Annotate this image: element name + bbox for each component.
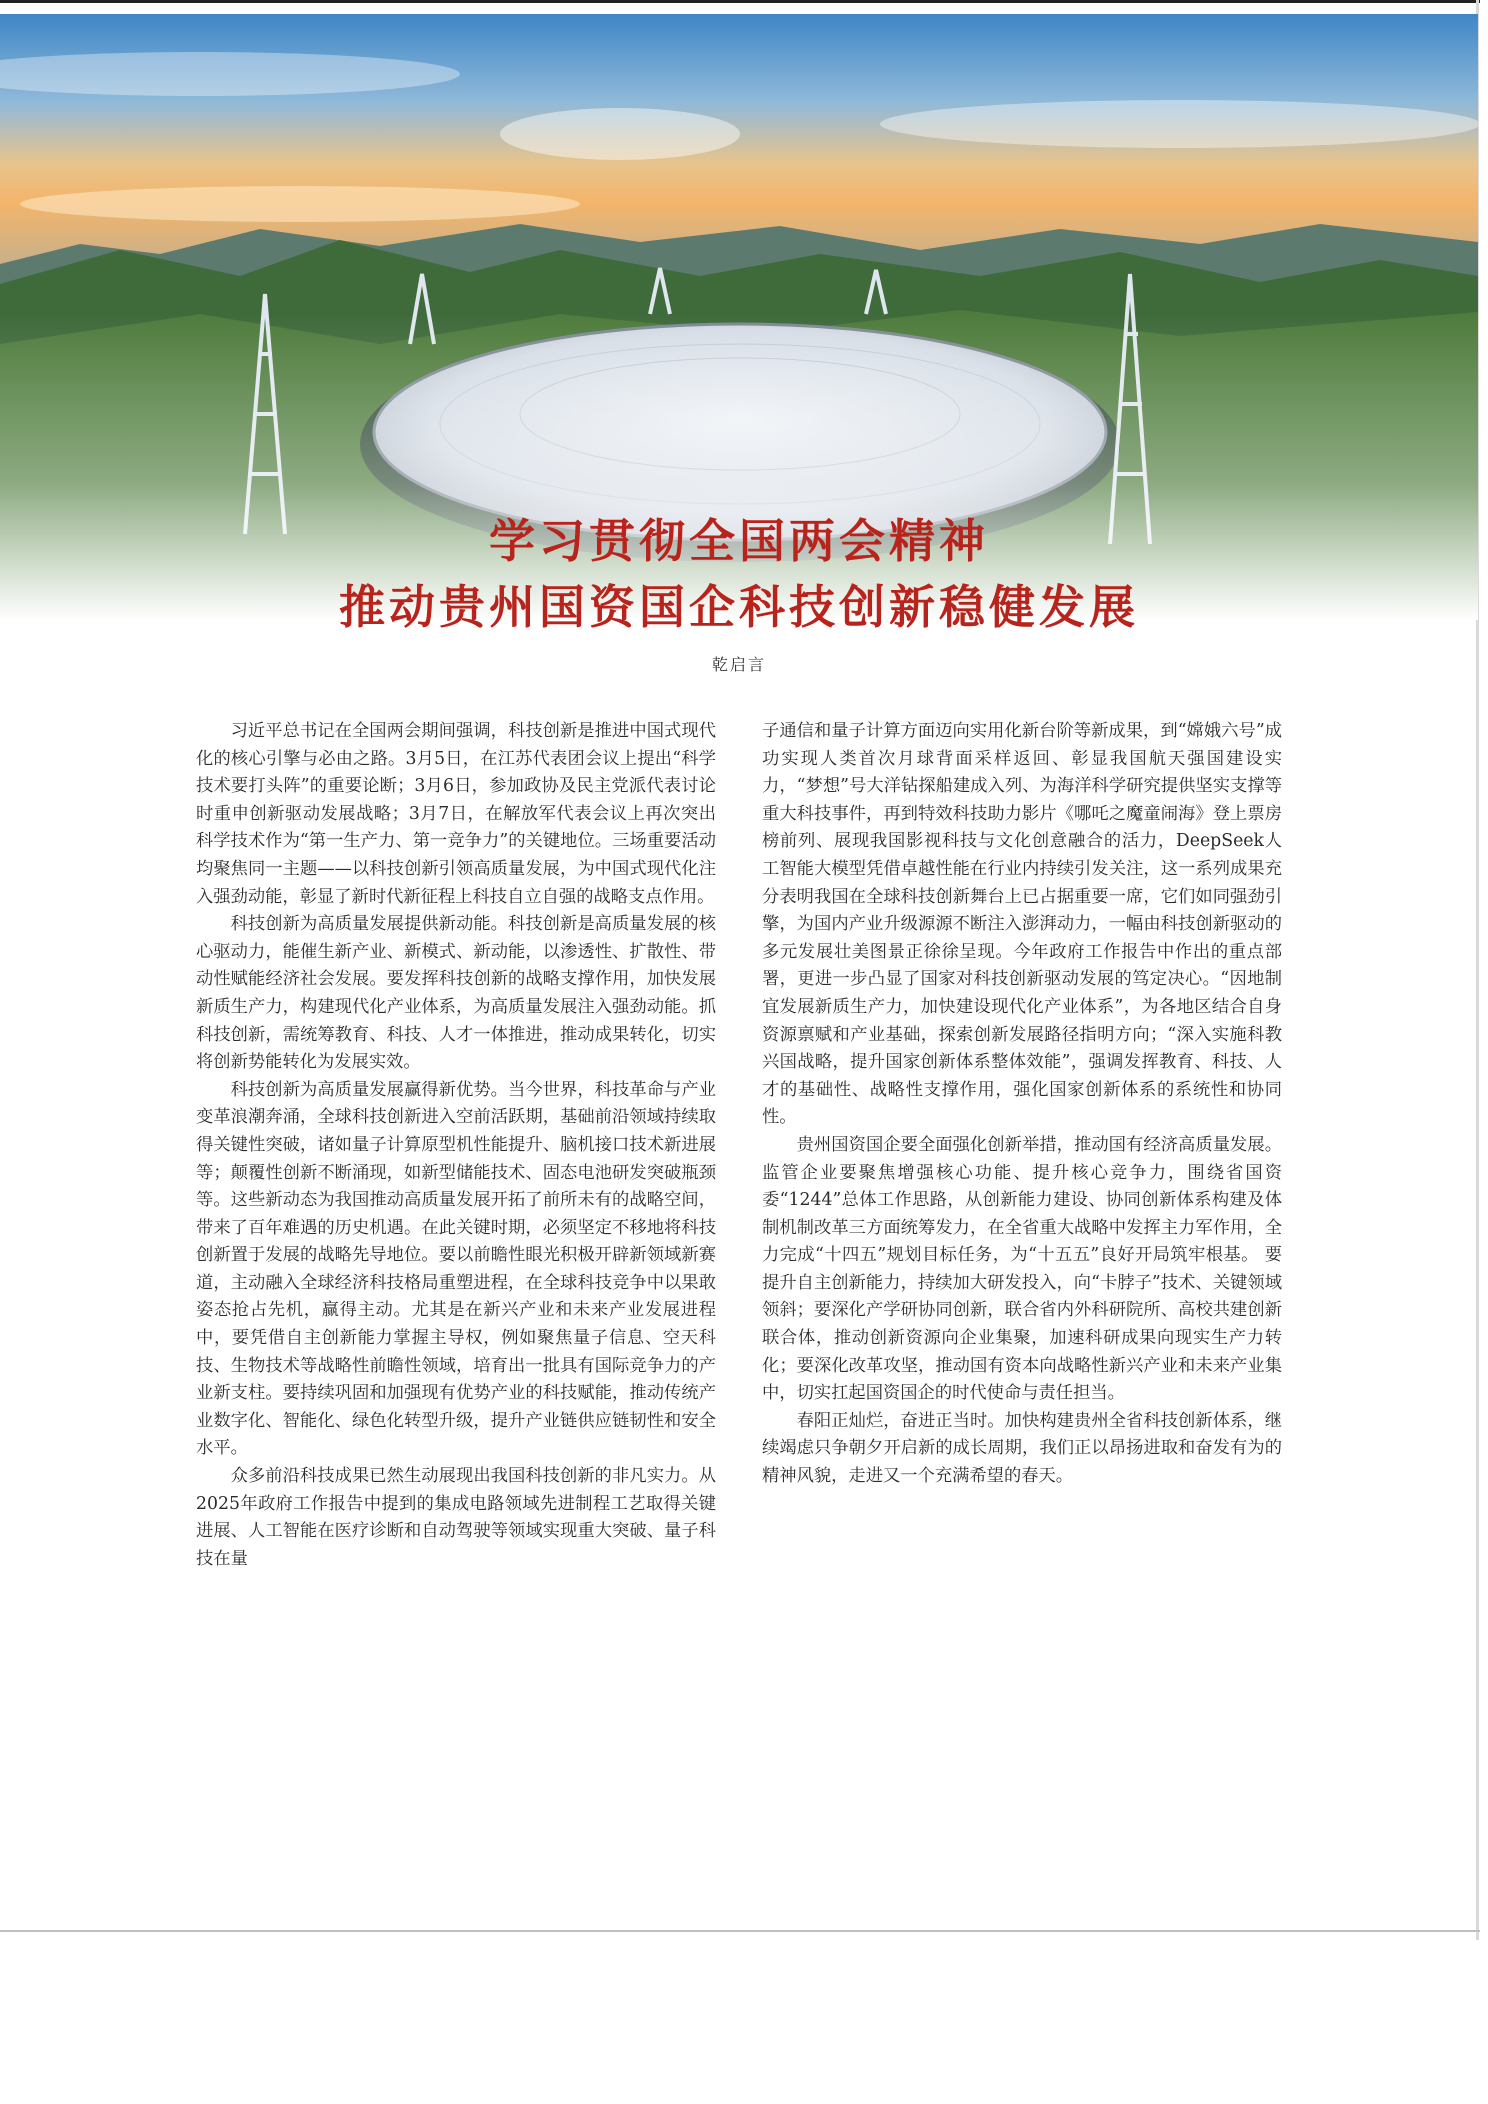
author-byline: 乾启言 xyxy=(711,655,766,674)
paragraph: 众多前沿科技成果已然生动展现出我国科技创新的非凡实力。从2025年政府工作报告中提到的集成电路领域先进制程工艺取得关键进展、人工智能在医疗诊断和自动驾驶等领域实现重大突破、量子科技在量 xyxy=(196,1466,716,1569)
page-bottom-border xyxy=(0,1930,1480,1932)
paragraph: 春阳正灿烂，奋进正当时。加快构建贵州全省科技创新体系，继续竭虑只争朝夕开启新的成长周期，我们正以昂扬进取和奋发有为的精神风貌，走进又一个充满希望的春天。 xyxy=(762,1410,1282,1487)
headline xyxy=(0,508,1478,640)
paragraph: 科技创新为高质量发展赢得新优势。当今世界，科技革命与产业变革浪潮奔涌，全球科技创新进入空前活跃期，基础前沿领域持续取得关键性突破，诸如量子计算原型机性能提升、脑机接口技术新进展等；颠覆性创新不断涌现，如新型储能技术、固态电池研发突破瓶颈等。这些新动态为我国推动高质量发展开拓了前所未有的战略空间，带来了百年难遇的历史机遇。在此关键时期，必须坚定不移地将科技创新置于发展的战略先导地位。要以前瞻性眼光积极开辟新领域新赛道，主动融入全球经济科技格局重塑进程，在全球科技竞争中以果敢姿态抢占先机，赢得主动。尤其是在新兴产业和未来产业发展进程中，要凭借自主创新能力掌握主导权，例如聚焦量子信息、空天科技、生物技术等战略性前瞻性领域，培育出一批具有国际竞争力的产业新支柱。要持续巩固和加强现有优势产业的科技赋能，推动传统产业数字化、智能化、绿色化转型升级，提升产业链供应链韧性和安全水平。 xyxy=(196,1079,716,1459)
paragraph: 科技创新为高质量发展提供新动能。科技创新是高质量发展的核心驱动力，能催生新产业、新模式、新动能，以渗透性、扩散性、带动性赋能经济社会发展。要发挥科技创新的战略支撑作用，加快发展新质生产力，构建现代化产业体系，为高质量发展注入强劲动能。抓科技创新，需统筹教育、科技、人才一体推进，推动成果转化，切实将创新势能转化为发展实效。 xyxy=(196,914,716,1073)
article-column-right xyxy=(762,718,1282,1491)
article-column-left xyxy=(196,718,716,1573)
title-line-1: 学习贯彻全国两会精神 xyxy=(489,514,989,568)
page-top-border xyxy=(0,0,1480,3)
title-line-2: 推动贵州国资国企科技创新稳健发展 xyxy=(339,580,1139,634)
paragraph: 贵州国资国企要全面强化创新举措，推动国有经济高质量发展。监管企业要聚焦增强核心功能、提升核心竞争力，围绕省国资委“1244”总体工作思路，从创新能力建设、协同创新体系构建及体制机制改革三方面统筹发力，在全省重大战略中发挥主力军作用，全力完成“十四五”规划目标任务，为“十五五”良好开局筑牢根基。 要提升自主创新能力，持续加大研发投入，向“卡脖子”技术、关键领域领斜；要深化产学研协同创新，联合省内外科研院所、高校共建创新联合体，推动创新资源向企业集聚，加速科研成果向现实生产力转化；要深化改革攻坚，推动国有资本向战略性新兴产业和未来产业集中，切实扛起国资国企的时代使命与责任担当。 xyxy=(762,1134,1282,1404)
paragraph: 习近平总书记在全国两会期间强调，科技创新是推进中国式现代化的核心引擎与必由之路。3月5日，在江苏代表团会议上提出“科学技术要打头阵”的重要论断；3月6日，参加政协及民主党派代表讨论时重申创新驱动发展战略；3月7日，在解放军代表会议上再次突出科学技术作为“第一生产力、第一竞争力”的关键地位。三场重要活动均聚焦同一主题——以科技创新引领高质量发展，为中国式现代化注入强劲动能，彰显了新时代新征程上科技自立自强的战略支点作用。 xyxy=(196,721,716,907)
paragraph: 子通信和量子计算方面迈向实用化新台阶等新成果，到“嫦娥六号”成功实现人类首次月球背面采样返回、彰显我国航天强国建设实力，“梦想”号大洋钻探船建成入列、为海洋科学研究提供坚实支撑等重大科技事件，再到特效科技助力影片《哪吒之魔童闹海》登上票房榜前列、展现我国影视科技与文化创意融合的活力，DeepSeek人工智能大模型凭借卓越性能在行业内持续引发关注，这一系列成果充分表明我国在全球科技创新舞台上已占据重要一席，它们如同强劲引擎，为国内产业升级源源不断注入澎湃动力，一幅由科技创新驱动的多元发展壮美图景正徐徐呈现。今年政府工作报告中作出的重点部署，更进一步凸显了国家对科技创新驱动发展的笃定决心。“因地制宜发展新质生产力，加快建设现代化产业体系”，为各地区结合自身资源禀赋和产业基础，探索创新发展路径指明方向；“深入实施科教兴国战略，提升国家创新体系整体效能”，强调发挥教育、科技、人才的基础性、战略性支撑作用，强化国家创新体系的系统性和协同性。 xyxy=(762,721,1282,1128)
